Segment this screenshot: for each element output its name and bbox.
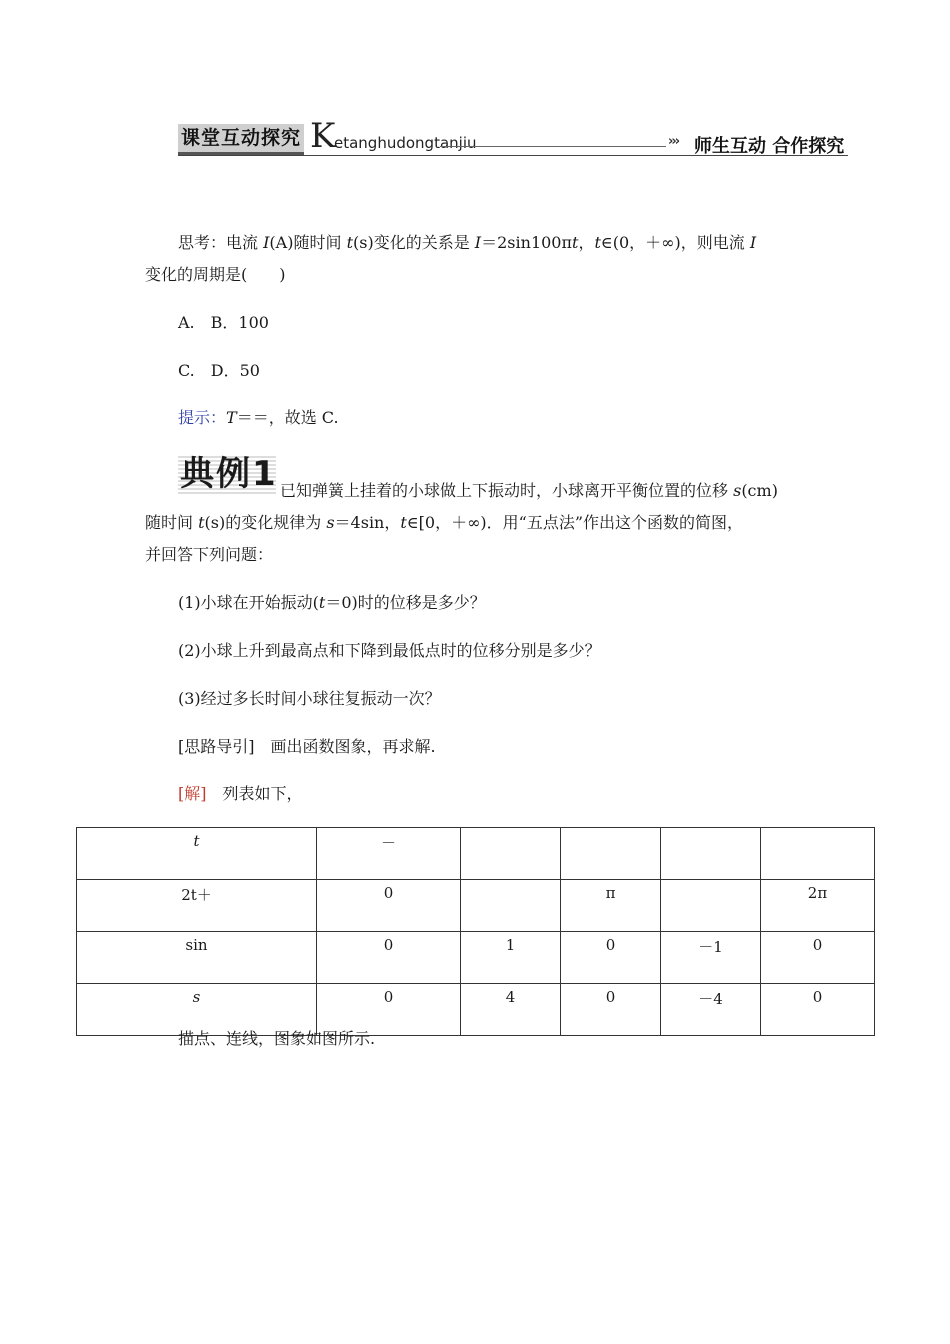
chevron-right-icon: ››› [668, 134, 679, 149]
question-1: (1)小球在开始振动(t＝0)时的位移是多少？ [178, 593, 486, 612]
example-heading: 典例1 [180, 454, 278, 494]
table-cell [461, 880, 561, 932]
table-cell: s [77, 984, 317, 1036]
hint-label: 提示： [178, 408, 227, 427]
banner-pinyin: etanghudongtanjiu [334, 134, 477, 152]
table-cell [661, 880, 761, 932]
question-3: (3)经过多长时间小球往复振动一次？ [178, 689, 441, 708]
table-cell [761, 828, 875, 880]
banner-k-letter: K [310, 116, 336, 156]
table-cell: －4 [661, 984, 761, 1036]
table-cell: 0 [317, 984, 461, 1036]
value-table [76, 827, 875, 1036]
hint-line: 提示：T＝＝，故选 C. [178, 408, 339, 427]
example-line-3: 并回答下列问题： [145, 545, 274, 564]
table-cell: － [317, 828, 461, 880]
table-cell: 0 [761, 984, 875, 1036]
table-cell: 0 [561, 984, 661, 1036]
table-row [77, 880, 875, 932]
table-cell: －1 [661, 932, 761, 984]
think-line-1: 思考：电流 I(A)随时间 t(s)变化的关系是 I＝2sin100πt，t∈(0，＋∞)，则电流 I [178, 233, 757, 252]
option-a-b: A. B．100 [178, 313, 269, 332]
table-cell [561, 828, 661, 880]
table-cell: 1 [461, 932, 561, 984]
table-cell: 0 [761, 932, 875, 984]
question-2: (2)小球上升到最高点和下降到最低点时的位移分别是多少？ [178, 641, 601, 660]
table-row [77, 932, 875, 984]
guide-line: [思路导引] 画出函数图象，再求解. [178, 737, 436, 756]
table-cell: t [77, 828, 317, 880]
table-cell: 0 [561, 932, 661, 984]
table-cell: 2t＋ [77, 880, 317, 932]
example-line-2: 随时间 t(s)的变化规律为 s＝4sin，t∈[0，＋∞)．用“五点法”作出这个函数的简图， [145, 513, 744, 532]
banner-divider-line [440, 146, 666, 147]
table-cell: π [561, 880, 661, 932]
table-cell: 0 [317, 932, 461, 984]
solution-label: [解] [178, 784, 207, 803]
section-subtitle: 师生互动 合作探究 [694, 136, 845, 157]
table-cell [661, 828, 761, 880]
table-cell: sin [77, 932, 317, 984]
example-line-1: 已知弹簧上挂着的小球做上下振动时，小球离开平衡位置的位移 s(cm) [280, 481, 778, 500]
table-cell: 0 [317, 880, 461, 932]
table-cell [461, 828, 561, 880]
table-row [77, 828, 875, 880]
option-c-d: C. D．50 [178, 361, 260, 380]
solution-line: [解] 列表如下， [178, 784, 303, 803]
table-cell: 4 [461, 984, 561, 1036]
banner-underline [178, 155, 848, 156]
section-title-box: 课堂互动探究 [178, 124, 304, 155]
think-line-2: 变化的周期是( ) [145, 265, 286, 284]
table-cell: 2π [761, 880, 875, 932]
closing-line: 描点、连线，图象如图所示. [178, 1029, 376, 1048]
